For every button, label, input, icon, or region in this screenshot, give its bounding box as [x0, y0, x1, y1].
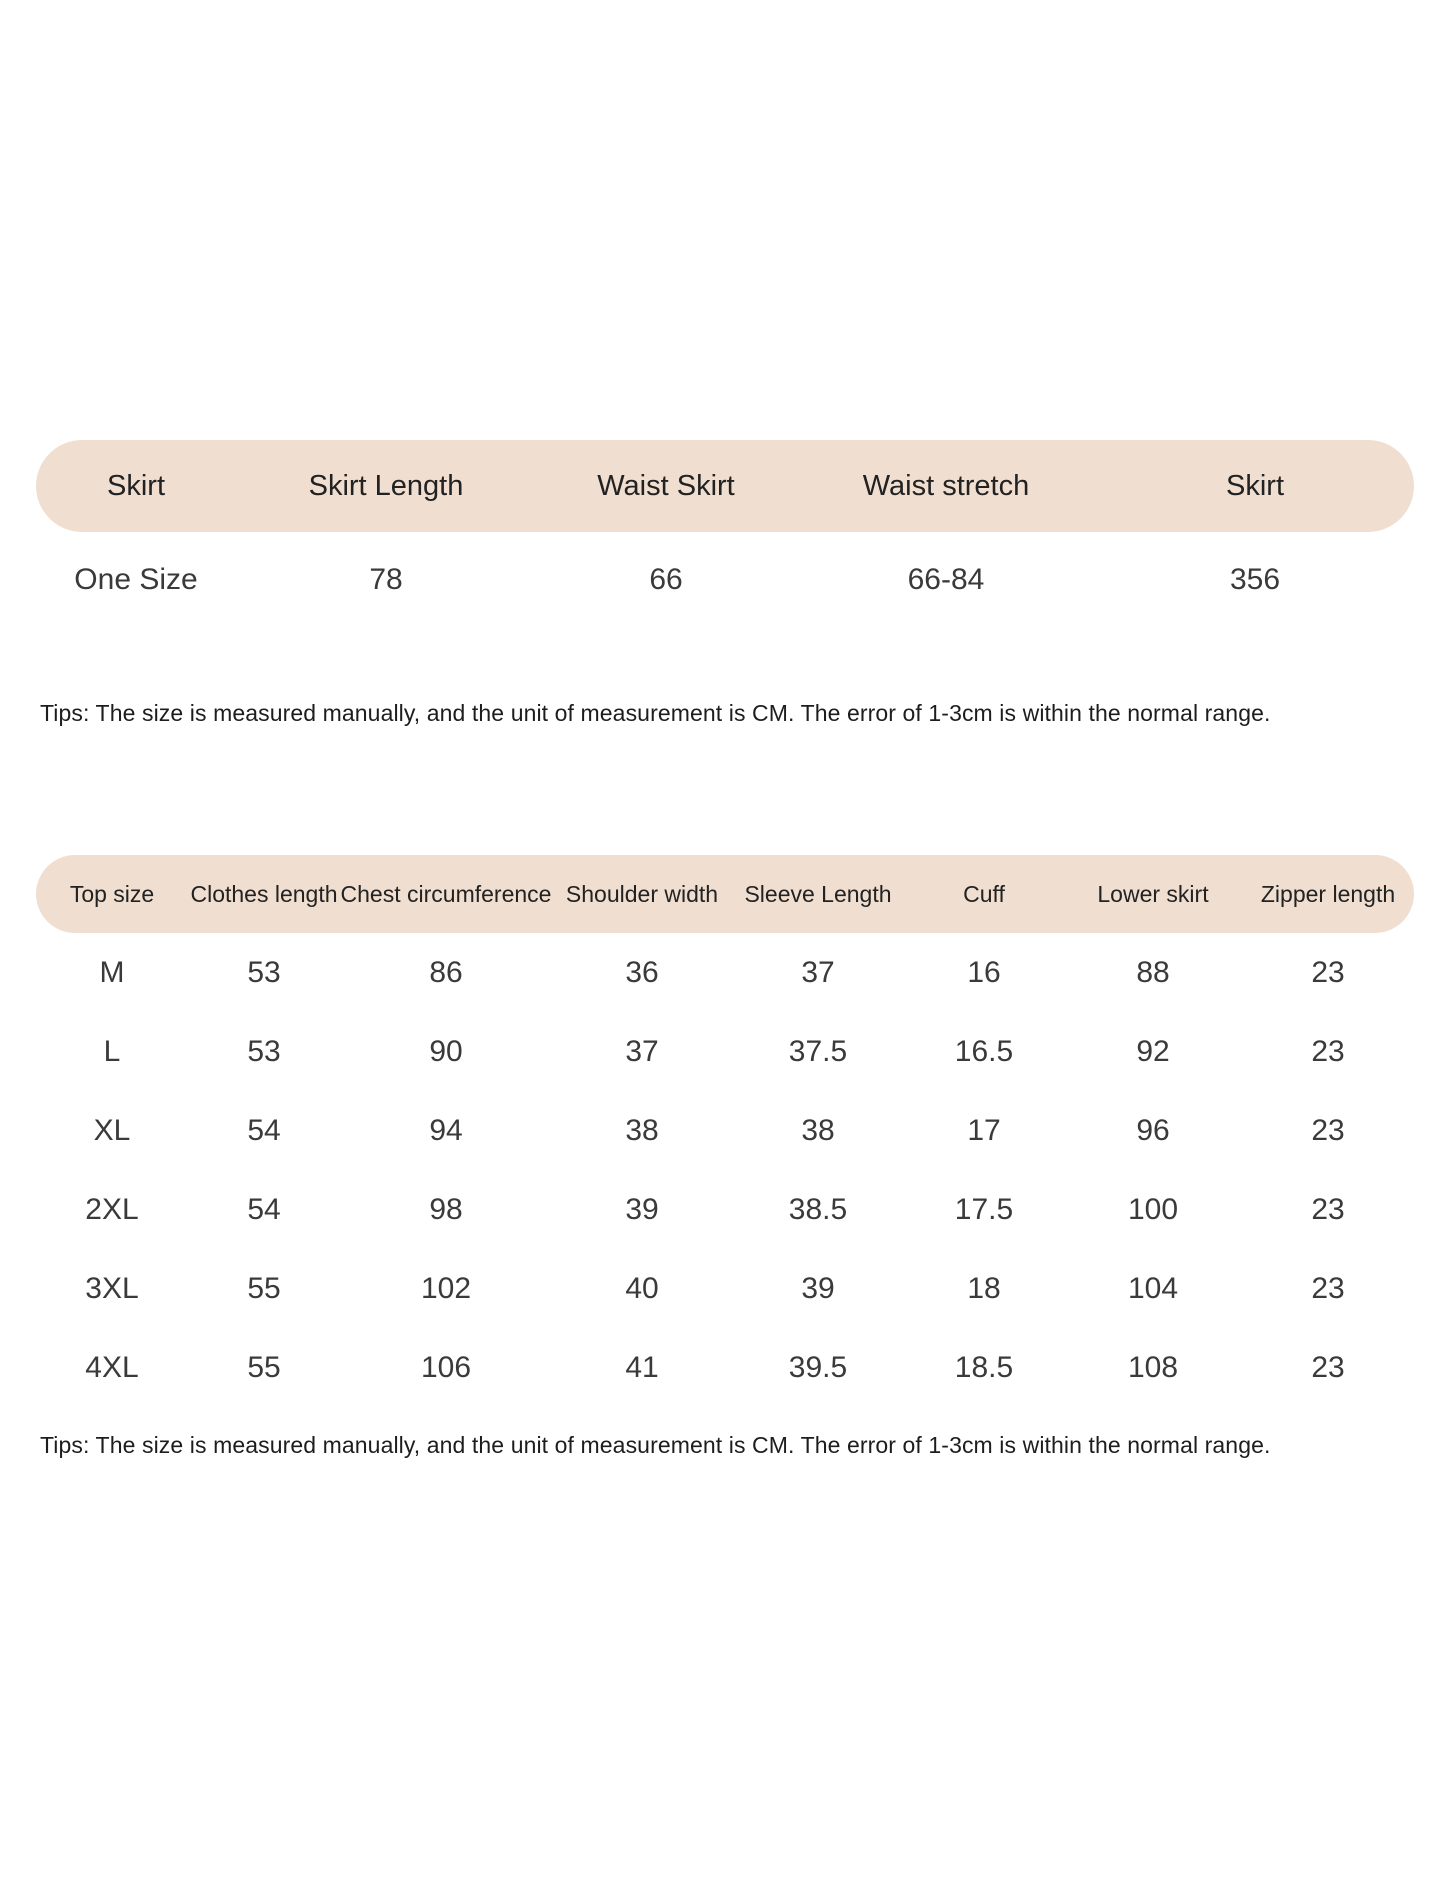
tips-note-skirt: Tips: The size is measured manually, and the unit of measurement is CM. The error of 1-3cm is within the normal range. [40, 700, 1271, 726]
top-cell-sleeve: 39 [801, 1271, 835, 1305]
skirt-header-cell-4: Skirt [1226, 469, 1284, 502]
top-cell-clothes-length: 53 [247, 955, 281, 989]
skirt-cell-skirt: 356 [1229, 563, 1281, 596]
top-cell-chest: 106 [420, 1350, 472, 1384]
top-cell-size: XL [93, 1113, 131, 1147]
top-cell-shoulder: 37 [625, 1034, 659, 1068]
top-cell-clothes-length: 53 [247, 1034, 281, 1068]
top-cell-cuff: 17.5 [954, 1192, 1014, 1226]
skirt-header-cell-0: Skirt [107, 469, 165, 502]
table-row [36, 1091, 1414, 1170]
top-size-table [36, 855, 1414, 1407]
top-cell-cuff: 17 [967, 1113, 1001, 1147]
top-cell-shoulder: 36 [625, 955, 659, 989]
top-header-cell-0: Top size [69, 880, 155, 907]
table-row [36, 1170, 1414, 1249]
table-row [36, 933, 1414, 1012]
top-cell-lower-skirt: 88 [1136, 955, 1170, 989]
top-table-header-row [36, 855, 1414, 933]
table-row [36, 1012, 1414, 1091]
skirt-header-cell-3: Waist stretch [862, 469, 1030, 502]
top-header-cell-7: Zipper length [1260, 880, 1396, 907]
top-cell-chest: 86 [429, 955, 463, 989]
top-cell-clothes-length: 54 [247, 1192, 281, 1226]
top-cell-sleeve: 37 [801, 955, 835, 989]
top-cell-cuff: 16.5 [954, 1034, 1014, 1068]
skirt-cell-waist-skirt: 66 [649, 563, 683, 596]
skirt-cell-size: One Size [74, 563, 198, 596]
top-cell-sleeve: 38.5 [788, 1192, 848, 1226]
top-cell-chest: 102 [420, 1271, 472, 1305]
top-header-cell-5: Cuff [963, 880, 1005, 907]
top-cell-sleeve: 37.5 [788, 1034, 848, 1068]
table-row [36, 1328, 1414, 1407]
skirt-header-cell-1: Skirt Length [308, 469, 464, 502]
top-cell-zipper: 23 [1311, 1350, 1345, 1384]
top-cell-lower-skirt: 96 [1136, 1113, 1170, 1147]
skirt-cell-skirt-length: 78 [369, 563, 403, 596]
top-cell-lower-skirt: 108 [1127, 1350, 1179, 1384]
top-cell-clothes-length: 55 [247, 1350, 281, 1384]
top-cell-zipper: 23 [1311, 1192, 1345, 1226]
top-cell-cuff: 16 [967, 955, 1001, 989]
table-row [36, 1249, 1414, 1328]
top-cell-zipper: 23 [1311, 1034, 1345, 1068]
top-cell-sleeve: 38 [801, 1113, 835, 1147]
top-cell-size: 4XL [85, 1350, 139, 1384]
top-cell-chest: 98 [429, 1192, 463, 1226]
top-cell-zipper: 23 [1311, 1113, 1345, 1147]
skirt-table-header-row [36, 440, 1414, 532]
top-header-cell-3: Shoulder width [565, 880, 719, 907]
top-cell-size: M [99, 955, 125, 989]
top-cell-shoulder: 39 [625, 1192, 659, 1226]
table-row [36, 532, 1414, 628]
top-cell-shoulder: 41 [625, 1350, 659, 1384]
top-cell-shoulder: 38 [625, 1113, 659, 1147]
top-header-cell-1: Clothes length [190, 880, 338, 907]
top-cell-size: 2XL [85, 1192, 139, 1226]
top-cell-lower-skirt: 92 [1136, 1034, 1170, 1068]
top-cell-lower-skirt: 100 [1127, 1192, 1179, 1226]
top-cell-clothes-length: 55 [247, 1271, 281, 1305]
top-cell-cuff: 18 [967, 1271, 1001, 1305]
top-header-cell-6: Lower skirt [1097, 880, 1209, 907]
top-cell-size: 3XL [85, 1271, 139, 1305]
tips-note-top: Tips: The size is measured manually, and the unit of measurement is CM. The error of 1-3cm is within the normal range. [40, 1432, 1271, 1458]
top-cell-chest: 94 [429, 1113, 463, 1147]
skirt-cell-waist-stretch: 66-84 [907, 563, 985, 596]
top-cell-sleeve: 39.5 [788, 1350, 848, 1384]
top-cell-zipper: 23 [1311, 955, 1345, 989]
top-cell-zipper: 23 [1311, 1271, 1345, 1305]
top-cell-chest: 90 [429, 1034, 463, 1068]
skirt-header-cell-2: Waist Skirt [597, 469, 735, 502]
top-cell-size: L [103, 1034, 121, 1068]
top-cell-cuff: 18.5 [954, 1350, 1014, 1384]
skirt-size-table [36, 440, 1414, 628]
top-cell-lower-skirt: 104 [1127, 1271, 1179, 1305]
top-cell-clothes-length: 54 [247, 1113, 281, 1147]
top-cell-shoulder: 40 [625, 1271, 659, 1305]
top-header-cell-4: Sleeve Length [744, 880, 892, 907]
top-header-cell-2: Chest circumference [340, 880, 552, 907]
